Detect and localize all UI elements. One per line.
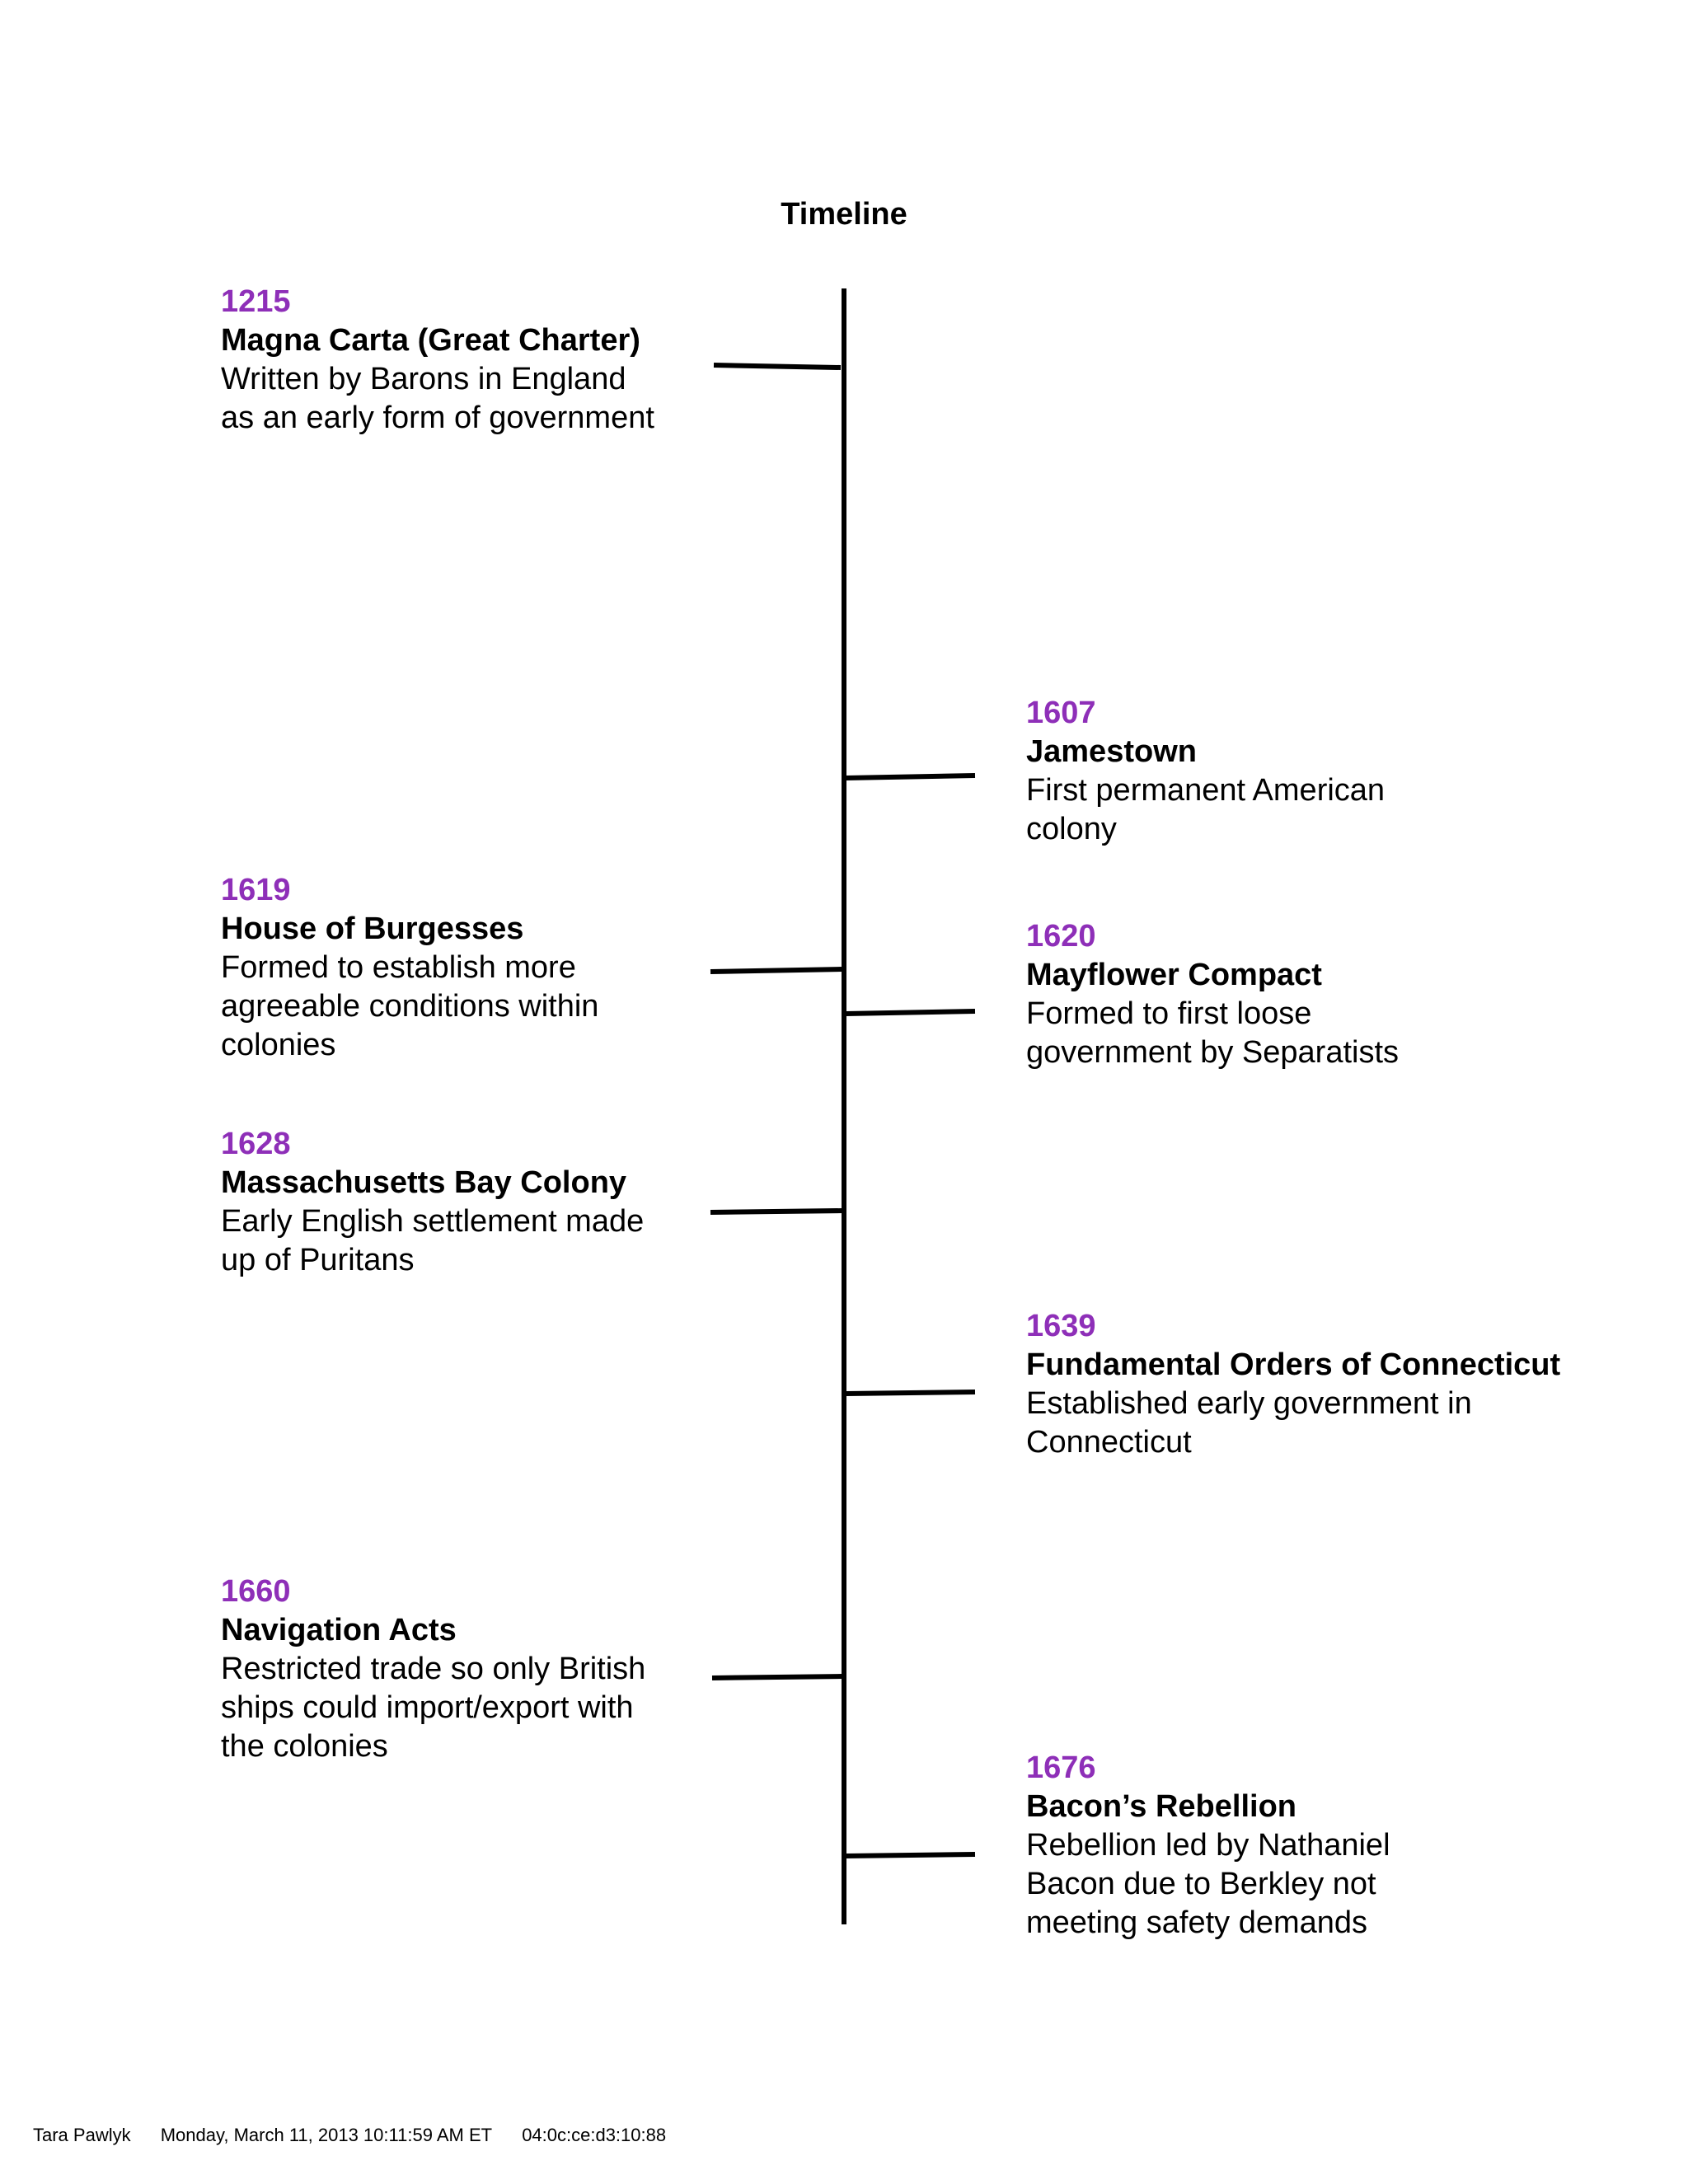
- event-year: 1215: [221, 284, 291, 319]
- event-year: 1660: [221, 1574, 291, 1609]
- event-description-line: Connecticut: [1026, 1425, 1192, 1460]
- tick-1607: [846, 776, 975, 778]
- tick-1676: [846, 1854, 975, 1856]
- event-description-line: colony: [1026, 812, 1117, 846]
- event-1619: [221, 871, 598, 1065]
- event-description-line: meeting safety demands: [1026, 1905, 1368, 1940]
- page-footer: [33, 2125, 666, 2146]
- event-description-line: Early English settlement made: [221, 1204, 645, 1239]
- footer-device-id: 04:0c:ce:d3:10:88: [522, 2125, 667, 2145]
- event-1628: [221, 1125, 644, 1280]
- tick-1639: [846, 1392, 975, 1394]
- event-description-line: First permanent American: [1026, 773, 1386, 808]
- event-description-line: up of Puritans: [221, 1243, 415, 1277]
- event-name: Fundamental Orders of Connecticut: [1026, 1347, 1561, 1382]
- event-1660: [221, 1572, 645, 1766]
- event-1676: [1026, 1749, 1390, 1943]
- event-description-line: ships could import/export with: [221, 1690, 634, 1725]
- tick-1660: [712, 1676, 842, 1678]
- event-description-line: the colonies: [221, 1729, 388, 1764]
- footer-timestamp: Monday, March 11, 2013 10:11:59 AM ET: [160, 2125, 493, 2145]
- event-name: Magna Carta (Great Charter): [221, 323, 640, 358]
- event-name: Mayflower Compact: [1026, 958, 1322, 992]
- tick-1215: [714, 365, 841, 368]
- event-name: Navigation Acts: [221, 1613, 457, 1647]
- event-year: 1676: [1026, 1750, 1096, 1785]
- event-year: 1619: [221, 873, 291, 907]
- event-year: 1620: [1026, 919, 1096, 954]
- event-name: Massachusetts Bay Colony: [221, 1165, 627, 1200]
- event-description-line: government by Separatists: [1026, 1035, 1400, 1070]
- event-year: 1607: [1026, 696, 1096, 730]
- event-year: 1639: [1026, 1309, 1096, 1343]
- event-year: 1628: [221, 1127, 291, 1161]
- event-description-line: as an early form of government: [221, 401, 654, 435]
- event-1620: [1026, 917, 1399, 1072]
- event-description-line: Established early government in: [1026, 1386, 1472, 1421]
- event-name: House of Burgesses: [221, 912, 524, 946]
- event-description-line: Formed to first loose: [1026, 996, 1312, 1031]
- event-1215: [221, 283, 654, 438]
- tick-1619: [710, 969, 842, 972]
- event-1639: [1026, 1307, 1560, 1462]
- footer-author: Tara Pawlyk: [33, 2125, 131, 2145]
- event-description-line: Formed to establish more: [221, 950, 576, 985]
- event-description-line: colonies: [221, 1028, 336, 1062]
- tick-1628: [710, 1211, 842, 1212]
- event-description-line: agreeable conditions within: [221, 989, 599, 1024]
- tick-1620: [846, 1011, 975, 1014]
- event-description-line: Bacon due to Berkley not: [1026, 1867, 1376, 1901]
- event-description-line: Restricted trade so only British: [221, 1652, 646, 1686]
- event-description-line: Written by Barons in England: [221, 362, 626, 396]
- page-title: Timeline: [781, 197, 907, 232]
- event-name: Jamestown: [1026, 734, 1197, 769]
- event-1607: [1026, 694, 1385, 849]
- event-name: Bacon’s Rebellion: [1026, 1789, 1296, 1824]
- event-description-line: Rebellion led by Nathaniel: [1026, 1828, 1390, 1863]
